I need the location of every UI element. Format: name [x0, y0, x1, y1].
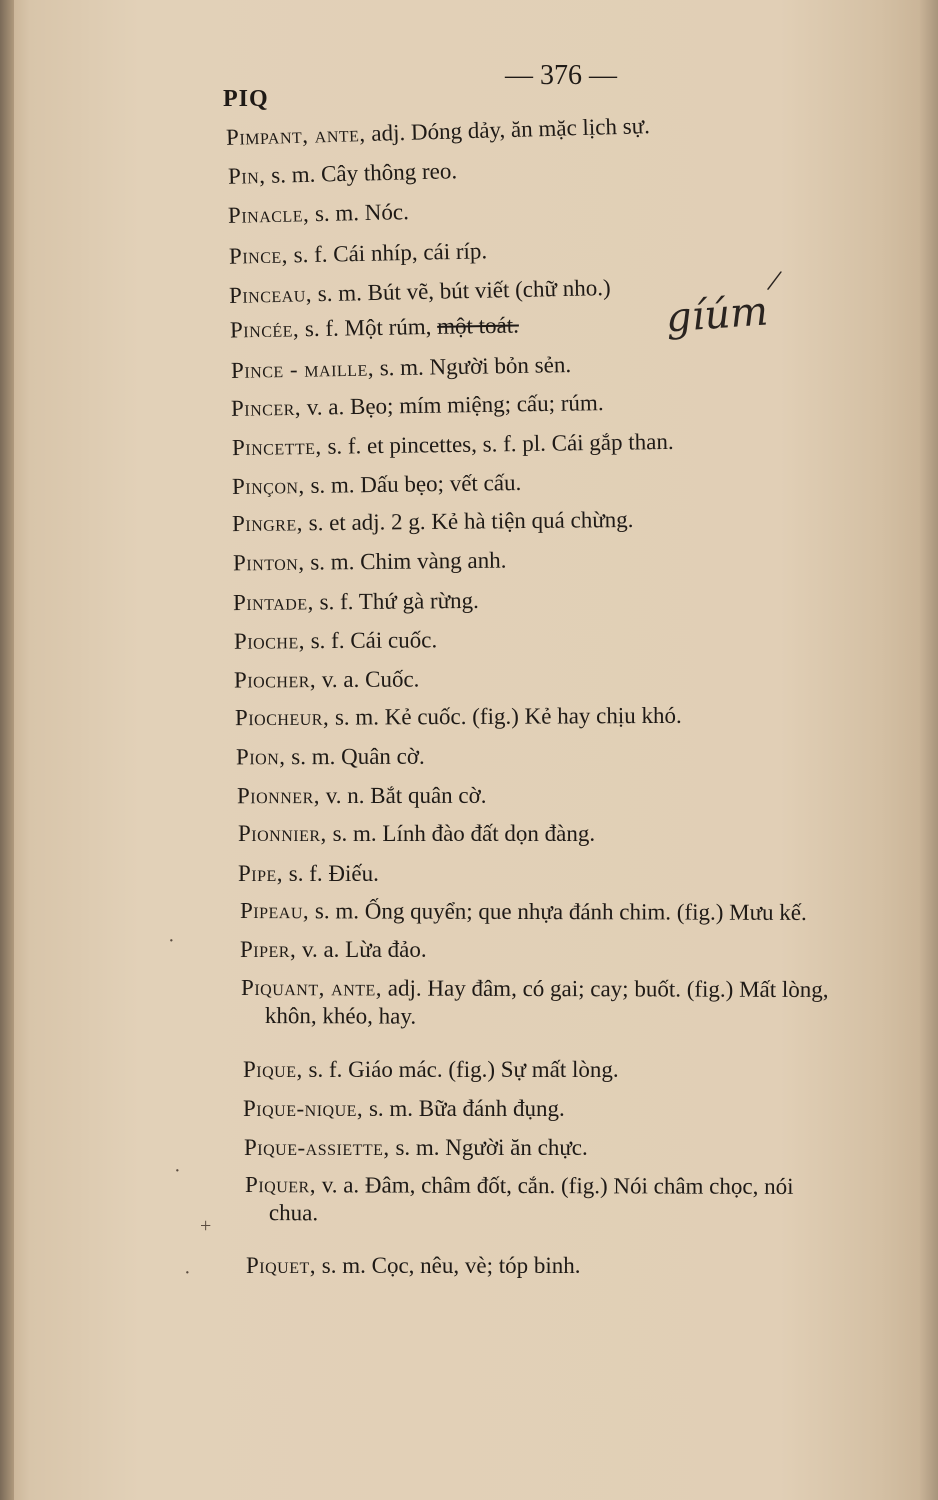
entry-definition: s. m. Bút vẽ, bút viết (chữ nho.): [317, 275, 611, 307]
entry: [226, 112, 651, 152]
entry-definition: s. f. Một rúm,: [304, 314, 432, 342]
margin-speck: ·: [174, 1160, 181, 1182]
entry-headword: Pionnier,: [238, 821, 327, 846]
entry: [238, 820, 595, 848]
entry-definition: s. m. Nóc.: [314, 199, 410, 227]
entry-headword: Pin,: [227, 162, 266, 189]
entry-headword: Pion,: [235, 744, 286, 770]
entry-headword: Piocher,: [233, 667, 317, 693]
entry-definition: s. m. Người bỏn sẻn.: [379, 352, 572, 381]
entry-definition: s. m. Dấu bẹo; vết cấu.: [310, 469, 522, 498]
entry: [230, 311, 519, 344]
entry-definition: s. m. Người ăn chực.: [395, 1135, 588, 1160]
entry: [233, 587, 479, 617]
entry-headword: Pique-nique,: [243, 1096, 364, 1121]
section-header: PIQ: [223, 86, 269, 112]
entry-definition: s. m. Cọc, nêu, vè; tóp binh.: [321, 1253, 581, 1278]
entry-definition: s. m. Bữa đánh đụng.: [368, 1096, 565, 1121]
entry-definition: s. f. et pincettes, s. f. pl. Cái gắp than.: [327, 428, 674, 459]
entry-definition: s. m. Quân cờ.: [291, 743, 425, 770]
entry-headword: Piocheur,: [234, 704, 330, 731]
entry-definition: s. m. Kẻ cuốc. (fig.) Kẻ hay chịu khó.: [334, 702, 682, 730]
entry-headword: Piquant, ante,: [241, 974, 383, 1001]
page-number: — 376 —: [505, 60, 617, 91]
entry: [228, 198, 409, 230]
entry-definition: s. m. Lính đào đất dọn đàng.: [332, 821, 596, 846]
entry-headword: Pinceau,: [228, 281, 313, 308]
entry-definition: s. f. Giáo mác. (fig.) Sự mất lòng.: [308, 1057, 619, 1082]
entry-headword: Piquet,: [246, 1253, 317, 1278]
entry-headword: Pinçon,: [231, 473, 305, 500]
entry-headword: Pimpant, ante,: [225, 121, 366, 150]
entry-headword: Pintade,: [232, 589, 314, 616]
struck-text: một toát.: [436, 312, 520, 339]
entry-definition: v. a. Lừa đảo.: [301, 937, 427, 962]
entry-headword: Pingre,: [231, 510, 304, 537]
entry: [245, 1171, 794, 1229]
entry: [237, 782, 487, 810]
margin-speck: ·: [168, 930, 175, 952]
entry-headword: Pincette,: [231, 433, 322, 461]
entry-definition: adj. Dóng dảy, ăn mặc lịch sự.: [370, 113, 651, 146]
entry: [233, 547, 507, 578]
entry: [241, 974, 829, 1032]
entry-definition: s. f. Cái nhíp, cái ríp.: [293, 238, 488, 268]
entry-headword: Pince - maille,: [230, 355, 375, 383]
entry: [229, 237, 488, 270]
entry-definition: s. m. Ống quyển; que nhựa đánh chim. (fig.) Mưu kế.: [314, 898, 807, 925]
entry: [228, 157, 458, 191]
entry: [232, 469, 522, 501]
entry: [234, 666, 420, 695]
entry-definition: v. a. Cuốc.: [321, 666, 420, 693]
entry: [243, 1056, 619, 1084]
entry-headword: Pince,: [228, 242, 289, 269]
entry-headword: Pionner,: [236, 783, 321, 809]
entry: [231, 389, 604, 423]
entry-definition: s. m. Chim vàng anh.: [310, 547, 507, 575]
entry: [229, 274, 611, 310]
entry-headword: Pique-assiette,: [244, 1135, 390, 1160]
margin-speck: ·: [184, 1262, 191, 1284]
entry-definition: v. n. Bắt quân cờ.: [325, 782, 487, 809]
entry-headword: Pipe,: [238, 861, 284, 886]
entry-headword: Pincée,: [229, 316, 300, 343]
entry-definition: s. f. Cái cuốc.: [310, 627, 438, 654]
handwritten-slash-mark: /: [764, 261, 785, 299]
entry-definition: s. f. Thứ gà rừng.: [319, 587, 479, 615]
entry: [232, 428, 674, 462]
entry-definition: v. a. Bẹo; mím miệng; cấu; rúm.: [306, 390, 604, 420]
entry-headword: Pioche,: [233, 628, 306, 654]
entry: [232, 506, 634, 538]
entry-definition: s. et adj. 2 g. Kẻ hà tiện quá chừng.: [308, 506, 634, 536]
entry-definition: s. f. Điếu.: [288, 861, 379, 886]
entry: [231, 351, 572, 385]
entry: [243, 1095, 565, 1123]
entry-definition: adj. Hay đâm, có gai; cay; buốt. (fig.) Mất lòng,: [387, 975, 829, 1003]
entry-definition: s. m. Cây thông reo.: [270, 158, 458, 188]
handwritten-correction: gíúm: [664, 288, 770, 342]
entry: [246, 1252, 581, 1280]
entry-headword: Pique,: [243, 1057, 303, 1082]
entry-headword: Pinacle,: [227, 201, 310, 228]
entry: [234, 626, 437, 655]
entry: [238, 860, 379, 888]
entry: [235, 702, 682, 732]
entry-headword: Piquer,: [245, 1172, 317, 1198]
entry-continuation: khôn, khéo, hay.: [264, 1003, 417, 1029]
entry: [244, 1134, 588, 1162]
entry: [240, 936, 427, 964]
entry: [236, 743, 425, 772]
entry-headword: Pipeau,: [239, 898, 310, 924]
entry-headword: Pincer,: [230, 394, 302, 421]
margin-speck: +: [200, 1215, 212, 1237]
entry-continuation: chua.: [268, 1200, 319, 1226]
entry: [240, 897, 807, 927]
entry-headword: Pinton,: [232, 549, 305, 576]
entry-definition: v. a. Đâm, châm đốt, cắn. (fig.) Nói châm chọc, nói: [321, 1172, 794, 1199]
entry-headword: Piper,: [240, 937, 297, 962]
